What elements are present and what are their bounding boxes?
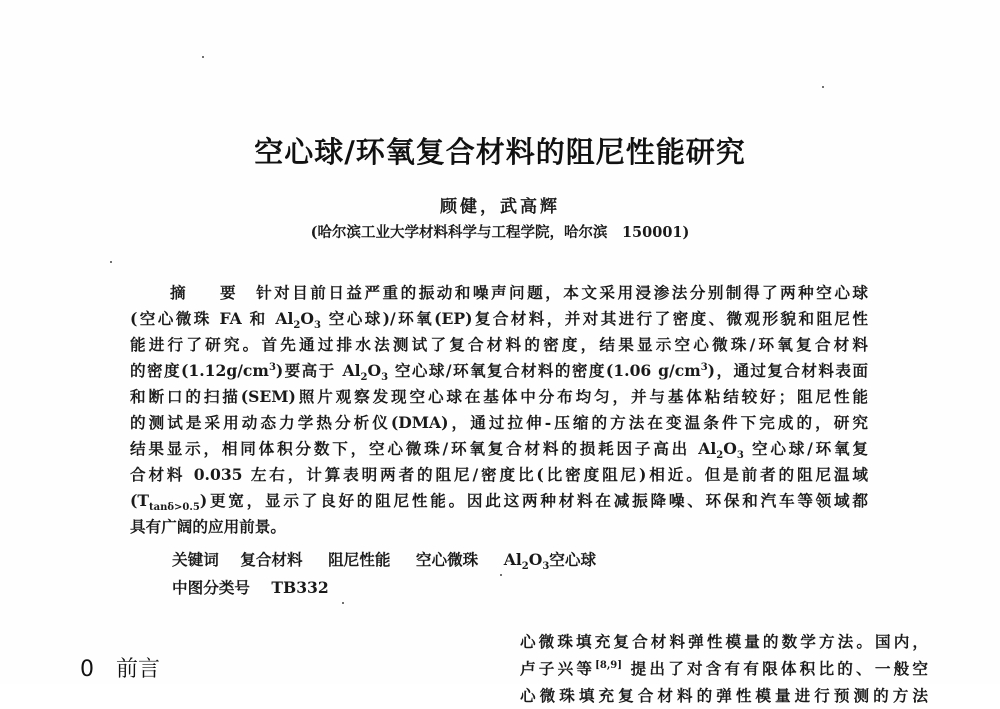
paper-title: 空心球/环氧复合材料的阻尼性能研究 bbox=[254, 135, 746, 169]
scan-speck bbox=[110, 261, 112, 263]
body-text: 卢子兴等 bbox=[520, 659, 596, 678]
body-line bbox=[520, 655, 928, 682]
scan-speck bbox=[500, 574, 502, 576]
subscript: 3 bbox=[381, 372, 389, 384]
keyword-text: O bbox=[528, 550, 543, 569]
superscript: 3 bbox=[268, 361, 276, 373]
section-number: 0 bbox=[80, 657, 94, 682]
abstract-text: 结果显示，相同体积分数下，空心微珠/环氧复合材料的损耗因子高出 Al bbox=[130, 439, 717, 458]
abstract-text: 能进行了研究。首先通过排水法测试了复合材料的密度，结果显示空心微珠/环氧复合材料 bbox=[130, 335, 868, 354]
abstract-text: 和断口的扫描(SEM)照片观察发现空心球在基体中分布均匀，并与基体粘结较好；阻尼性能 bbox=[130, 387, 868, 406]
body-line: 心微珠填充复合材料弹性模量的数学方法。国内， bbox=[520, 632, 928, 651]
abstract-text: )更宽，显示了良好的阻尼性能。因此这两种材料在减振降噪、环保和汽车等领域都 bbox=[199, 491, 868, 510]
abstract-line bbox=[130, 306, 868, 332]
keyword-text: 空心球 bbox=[549, 550, 597, 569]
abstract-line bbox=[130, 384, 868, 410]
abstract-label: 摘 要 bbox=[170, 284, 251, 302]
keyword: 复合材料 bbox=[240, 550, 303, 569]
classification-row bbox=[172, 576, 329, 598]
paper-affiliation: (哈尔滨工业大学材料科学与工程学院，哈尔滨 150001) bbox=[310, 224, 690, 241]
abstract-line bbox=[130, 462, 868, 488]
abstract-text: 针对目前日益严重的振动和噪声问题，本文采用浸渗法分别制得了两种空心球 bbox=[256, 283, 868, 302]
abstract-text: O bbox=[367, 361, 382, 380]
abstract-text: 空心球/环氧复合材料的密度(1.06 g/cm bbox=[388, 361, 701, 380]
abstract-text: )要高于 Al bbox=[275, 361, 361, 380]
keywords-row bbox=[172, 548, 616, 573]
abstract-line bbox=[130, 280, 868, 306]
section-title: 前言 bbox=[116, 657, 161, 682]
subscript: 3 bbox=[313, 320, 321, 332]
abstract-line bbox=[130, 514, 868, 540]
citation: [8,9] bbox=[595, 659, 623, 671]
keyword: 空心微珠 bbox=[415, 550, 479, 569]
scan-speck bbox=[822, 86, 824, 88]
subscript: 2 bbox=[716, 450, 724, 462]
abstract-line bbox=[130, 332, 868, 358]
keyword: 阻尼性能 bbox=[328, 550, 391, 569]
subscript: 2 bbox=[360, 372, 368, 384]
keyword bbox=[503, 550, 597, 573]
section-heading bbox=[80, 652, 160, 683]
abstract-text: (T bbox=[130, 491, 149, 510]
keywords-label: 关键词 bbox=[172, 551, 219, 569]
scan-speck bbox=[342, 602, 344, 604]
abstract-block bbox=[130, 280, 868, 540]
abstract-text: O bbox=[723, 439, 737, 458]
abstract-text: 的密度(1.12g/cm bbox=[130, 361, 269, 380]
abstract-text: 合材料 0.035 左右，计算表明两者的阻尼/密度比(比密度阻尼)相近。但是前者的阻尼温域 bbox=[130, 465, 868, 484]
abstract-line bbox=[130, 488, 868, 514]
abstract-text: O bbox=[300, 309, 314, 328]
paper-authors: 顾健，武高辉 bbox=[440, 197, 560, 217]
classification-label: 中图分类号 bbox=[172, 579, 250, 597]
abstract-text: 具有广阔的应用前景。 bbox=[130, 517, 286, 536]
classification-value: TB332 bbox=[271, 578, 329, 597]
abstract-text: 空心球/环氧复 bbox=[743, 439, 868, 458]
right-column-text bbox=[520, 628, 928, 705]
abstract-line bbox=[130, 358, 868, 384]
abstract-text: )，通过复合材料表面 bbox=[707, 361, 868, 380]
abstract-line bbox=[130, 436, 868, 462]
keyword-text: Al bbox=[503, 550, 522, 569]
subscript: 2 bbox=[521, 561, 529, 573]
subscript: 2 bbox=[293, 320, 301, 332]
subscript: tanδ>0.5 bbox=[148, 502, 200, 514]
abstract-text: 空心球)/环氧(EP)复合材料，并对其进行了密度、微观形貌和阻尼性 bbox=[320, 309, 868, 328]
abstract-text: (空心微珠 FA 和 Al bbox=[130, 309, 294, 328]
abstract-text: 的测试是采用动态力学热分析仪(DMA)，通过拉伸-压缩的方法在变温条件下完成的，研究 bbox=[130, 413, 868, 432]
body-line-cut: 心微珠填充复合材料的弹性模量进行预测的方法 bbox=[520, 686, 928, 705]
body-text: 提出了对含有有限体积比的、一般空 bbox=[622, 659, 928, 678]
subscript: 3 bbox=[736, 450, 744, 462]
superscript: 3 bbox=[700, 361, 708, 373]
abstract-line bbox=[130, 410, 868, 436]
scan-speck bbox=[202, 56, 204, 58]
subscript: 3 bbox=[542, 561, 550, 573]
